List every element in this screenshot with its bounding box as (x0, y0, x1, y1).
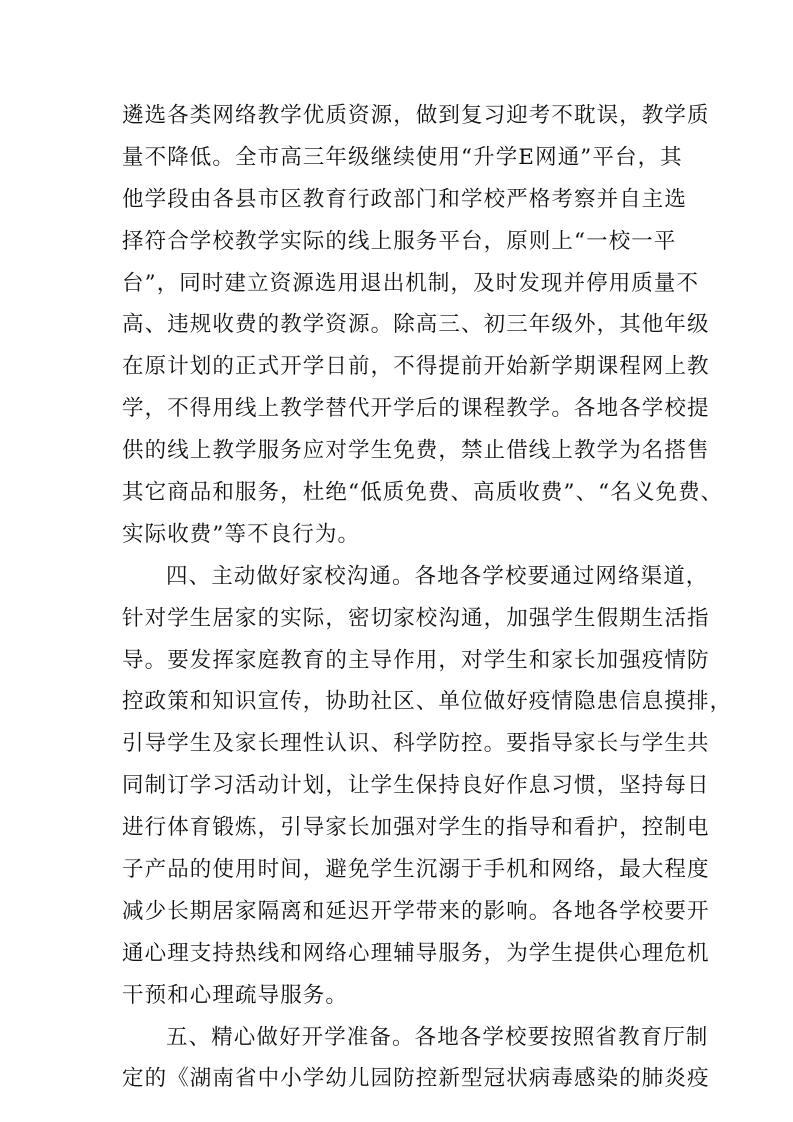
text-line: 其它商品和服务，杜绝“低质免费、高质收费”、“名义免费、 (122, 480, 724, 506)
section-heading-line: 四、主动做好家校沟通。各地各学校要通过网络渠道， (166, 563, 709, 589)
text-line: 子产品的使用时间，避免学生沉溺于手机和网络，最大程度 (122, 857, 710, 883)
text-line: 定的《湖南省中小学幼儿园防控新型冠状病毒感染的肺炎疫 (122, 1066, 710, 1092)
text-line: 在原计划的正式开学日前，不得提前开始新学期课程网上教 (122, 354, 710, 380)
section-heading-line: 五、精心做好开学准备。各地各学校要按照省教育厅制 (166, 1024, 709, 1050)
text-line: 实际收费”等不良行为。 (122, 521, 361, 547)
document-body (122, 95, 733, 1100)
text-line: 进行体育锻炼，引导家长加强对学生的指导和看护，控制电 (122, 815, 710, 841)
text-line: 同制订学习活动计划，让学生保持良好作息习惯，坚持每日 (122, 773, 710, 799)
text-line: 减少长期居家隔离和延迟开学带来的影响。各地各学校要开 (122, 898, 710, 924)
text-line: 导。要发挥家庭教育的主导作用，对学生和家长加强疫情防 (122, 647, 710, 673)
text-line: 干预和心理疏导服务。 (122, 982, 349, 1008)
text-line: 遴选各类网络教学优质资源，做到复习迎考不耽误，教学质 (122, 103, 710, 128)
text-line: 台”，同时建立资源选用退出机制，及时发现并停用质量不 (122, 270, 700, 296)
text-line: 针对学生居家的实际，密切家校沟通，加强学生假期生活指 (122, 605, 710, 631)
text-line: 引导学生及家长理性认识、科学防控。要指导家长与学生共 (122, 731, 710, 757)
text-line: 择符合学校教学实际的线上服务平台，原则上“一校一平 (122, 228, 677, 254)
text-line: 量不降低。全市高三年级继续使用“升学E网通”平台，其 (122, 144, 683, 170)
text-line: 他学段由各县市区教育行政部门和学校严格考察并自主选 (122, 186, 688, 212)
text-line: 学，不得用线上教学替代开学后的课程教学。各地各学校提 (122, 396, 710, 422)
text-line: 控政策和知识宣传，协助社区、单位做好疫情隐患信息摸排， (122, 689, 733, 715)
text-line: 通心理支持热线和网络心理辅导服务，为学生提供心理危机 (122, 940, 710, 966)
text-line: 供的线上教学服务应对学生免费，禁止借线上教学为名搭售 (122, 438, 710, 464)
text-line: 高、违规收费的教学资源。除高三、初三年级外，其他年级 (122, 312, 710, 338)
